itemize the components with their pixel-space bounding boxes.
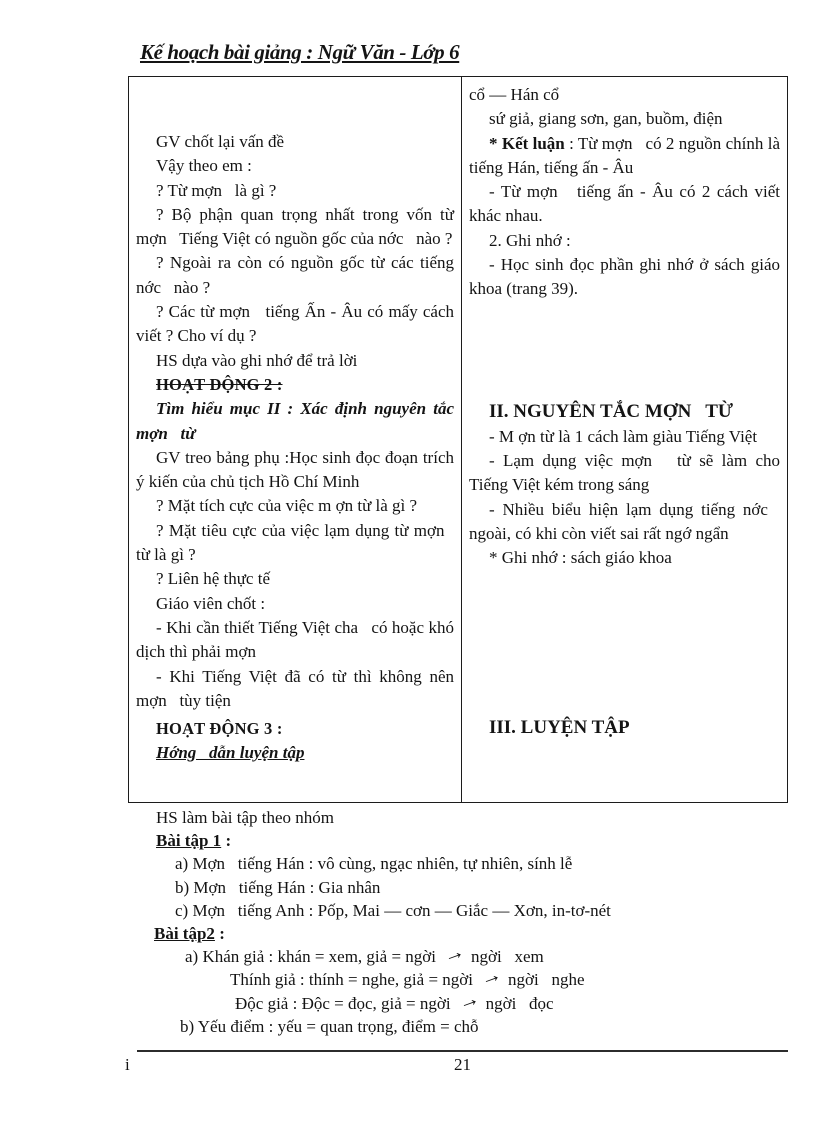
text-line: GV treo bảng phụ :Học sinh đọc đoạn trích ý kiến của chủ tịch Hồ Chí Minh — [136, 447, 454, 492]
table-left-column — [129, 77, 462, 803]
text-line: c) Mợn tiếng Anh : Pốp, Mai — cơn — Giắc — Xơn, in-tơ-nét — [175, 900, 611, 920]
activity-3-heading: HOẠT ĐỘNG 3 : — [156, 719, 283, 739]
text-line: - M ợn từ là 1 cách làm giàu Tiếng Việt — [489, 426, 758, 446]
text-span: : — [214, 924, 225, 944]
text-span: ngời xem — [471, 947, 544, 967]
table-row — [129, 77, 788, 803]
text-line: a) Mợn tiếng Hán : vô cùng, ngạc nhiên, tự nhiên, sính lễ — [175, 854, 573, 874]
text-span: ngời nghe — [508, 970, 585, 990]
text-span: Thính giả : thính = nghe, giả = ngời — [230, 970, 473, 990]
text-line: ? Liên hệ thực tế — [156, 569, 270, 589]
section-ii-heading: II. NGUYÊN TẮC MỢN TỪ — [489, 400, 734, 422]
text-line: - Nhiều biểu hiện lạm dụng tiếng nớc ngoài, có khi còn viết sai rất ngớ ngẩn — [469, 499, 780, 543]
exercises-section — [128, 806, 790, 1038]
text-line: sứ giả, giang sơn, gan, buồm, điện — [489, 109, 723, 129]
text-line — [128, 938, 790, 969]
page-number: 21 — [454, 1055, 471, 1074]
text-line: * Ghi nhớ : sách giáo khoa — [489, 548, 672, 568]
text-line: 2. Ghi nhớ : — [489, 230, 571, 250]
text-line: - Khi Tiếng Việt đã có từ thì không nên mợn tùy tiện — [136, 666, 454, 710]
text-line: ? Mặt tiêu cực của việc lạm dụng từ mợn từ là gì ? — [136, 520, 454, 565]
text-span: : Từ mợn có 2 nguồn chính là tiếng Hán, tiếng ấn - Âu — [469, 133, 780, 177]
text-span: ngời đọc — [485, 993, 554, 1013]
lesson-plan-table — [128, 76, 788, 803]
text-line: ? Bộ phận quan trọng nhất trong vốn từ mợn Tiếng Việt có nguồn gốc của nớc nào ? — [136, 204, 454, 249]
text-line: Hớng dẫn luyện tập — [156, 743, 305, 763]
arrow-icon: → — [439, 938, 468, 969]
page-title: Kế hoạch bài giảng : Ngữ Văn - Lớp 6 — [140, 40, 460, 64]
text-line — [128, 984, 790, 1015]
text-span: * Kết luận — [489, 133, 565, 153]
text-line: ? Các từ mợn tiếng Ấn - Âu có mấy cách viết ? Cho ví dụ ? — [136, 302, 454, 346]
text-line: - Học sinh đọc phần ghi nhớ ở sách giáo khoa (trang 39). — [469, 255, 780, 299]
footer-mark: i — [125, 1055, 130, 1074]
text-line: - Khi cần thiết Tiếng Việt cha có hoặc khó dịch thì phải mợn — [136, 617, 454, 662]
footer-divider — [137, 1050, 788, 1052]
text-span: a) Khán giả : khán = xem, giả = ngời — [185, 947, 436, 967]
text-line: - Từ mợn tiếng ấn - Âu có 2 cách viết khác nhau. — [469, 182, 780, 226]
footer-row — [125, 1055, 788, 1075]
text-line: HS làm bài tập theo nhóm — [156, 808, 335, 827]
activity-2-heading: HOẠT ĐỘNG 2 : — [156, 374, 283, 394]
page-footer — [125, 1050, 788, 1075]
text-line: b) Yếu điểm : yếu = quan trọng, điểm = chỗ — [180, 1016, 479, 1036]
exercise-1-heading — [128, 829, 790, 852]
text-line: Tìm hiểu mục II : Xác định nguyên tắc mợn từ — [136, 399, 454, 443]
text-line: cổ — Hán cổ — [469, 85, 560, 104]
text-line — [128, 961, 790, 992]
arrow-icon: → — [454, 984, 483, 1015]
text-span: Bài tập2 — [154, 924, 215, 944]
text-line: - Lạm dụng việc mợn từ sẽ làm cho Tiếng Việt kém trong sáng — [469, 450, 780, 495]
arrow-icon: → — [476, 961, 505, 992]
text-line — [469, 132, 780, 181]
text-line: ? Mặt tích cực của việc m ợn từ là gì ? — [156, 496, 418, 516]
text-line: HS dựa vào ghi nhớ để trả lời — [156, 350, 358, 370]
section-iii-heading: III. LUYỆN TẬP — [489, 717, 630, 739]
text-line: ? Từ mợn là gì ? — [156, 180, 277, 200]
text-line: Vậy theo em : — [156, 156, 252, 176]
text-line: b) Mợn tiếng Hán : Gia nhân — [175, 877, 381, 897]
text-span: Bài tập 1 — [156, 831, 222, 851]
text-line: ? Ngoài ra còn có nguồn gốc từ các tiếng nớc nào ? — [136, 253, 454, 297]
table-right-column — [462, 77, 788, 803]
text-line: Giáo viên chốt : — [156, 593, 266, 613]
text-span: : — [221, 831, 232, 851]
text-span: Độc giả : Độc = đọc, giả = ngời — [235, 993, 451, 1013]
text-line: GV chốt lại vấn đề — [156, 132, 285, 151]
